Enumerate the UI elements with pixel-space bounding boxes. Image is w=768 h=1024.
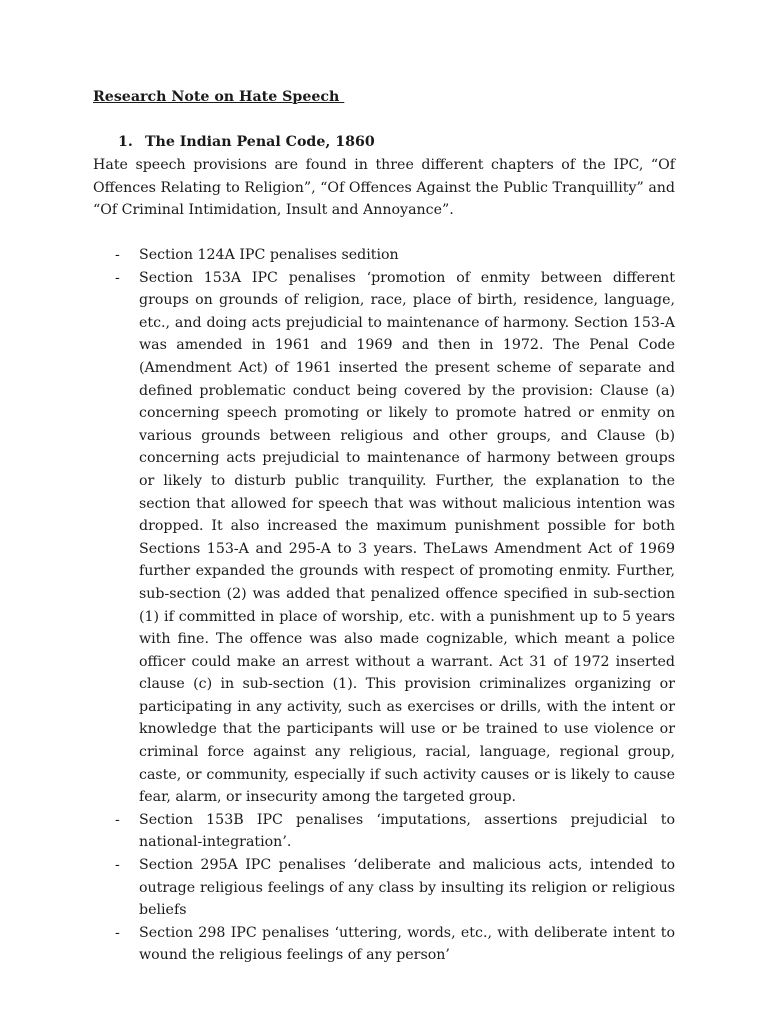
- document-title: Research Note on Hate Speech: [93, 89, 345, 105]
- section-intro-paragraph: Hate speech provisions are found in three different chapters of the IPC, “Of Offences Relating to Religion”, “Of Offences Against the Public Tranquillity” and “Of Criminal Intimidation, Insult and Annoyance”.: [93, 157, 675, 219]
- bullet-dash: -: [115, 247, 120, 263]
- bullet-dash: -: [115, 924, 120, 941]
- provision-item-153a: [93, 267, 675, 809]
- provision-item-124a: [93, 244, 675, 267]
- provision-text: Section 153B IPC penalises ‘imputations, assertions prejudicial to national-integration’.: [139, 811, 675, 851]
- provision-text: Section 153A IPC penalises ‘promotion of enmity between different groups on grounds of religion, race, place of birth, residence, language, etc., and doing acts prejudicial to maintenance of harmony. Section 153-A was amended in 1961 and 1969 and then in 1972. The Penal Code (Amendment Act) of 1961 inserted the present scheme of separate and defined problematic conduct being covered by the provision: Clause (a) concerning speech promoting or likely to promote hatred or enmity on various grounds between religious and other groups, and Clause (b) concerning acts prejudicial to maintenance of harmony between groups or likely to disturb public tranquility. Further, the explanation to the section that allowed for speech that was without malicious intention was dropped. It also increased the maximum punishment possible for both Sections 153-A and 295-A to 3 years. TheLaws Amendment Act of 1969 further expanded the grounds with respect of promoting enmity. Further, sub-section (2) was added that penalized offence specified in sub-section (1) if committed in place of worship, etc. with a punishment up to 5 years with fine. The offence was also made cognizable, which meant a police officer could make an arrest without a warrant. Act 31 of 1972 inserted clause (c) in sub-section (1). This provision criminalizes organizing or participating in any activity, such as exercises or drills, with the intent or knowledge that the participants will use or be trained to use violence or criminal force against any religious, racial, language, regional group, caste, or community, especially if such activity causes or is likely to cause fear, alarm, or insecurity among the targeted group.: [139, 269, 675, 806]
- provision-text: Section 295A IPC penalises ‘deliberate and malicious acts, intended to outrage religious feelings of any class by insulting its religion or religious beliefs: [139, 857, 675, 919]
- provision-text: Section 124A IPC penalises sedition: [139, 247, 399, 263]
- provision-item-298: [93, 922, 675, 967]
- bullet-dash: -: [115, 269, 120, 286]
- bullet-dash: -: [115, 811, 120, 828]
- provision-text: Section 298 IPC penalises ‘uttering, words, etc., with deliberate intent to wound the religious feelings of any person’: [139, 924, 675, 964]
- provisions-list: [93, 244, 675, 967]
- section-number: 1.: [118, 134, 133, 150]
- provision-item-295a: [93, 854, 675, 922]
- bullet-dash: -: [115, 857, 120, 874]
- section-heading-text: The Indian Penal Code, 1860: [144, 134, 375, 150]
- provision-item-153b: [93, 809, 675, 854]
- section-heading: [118, 134, 375, 150]
